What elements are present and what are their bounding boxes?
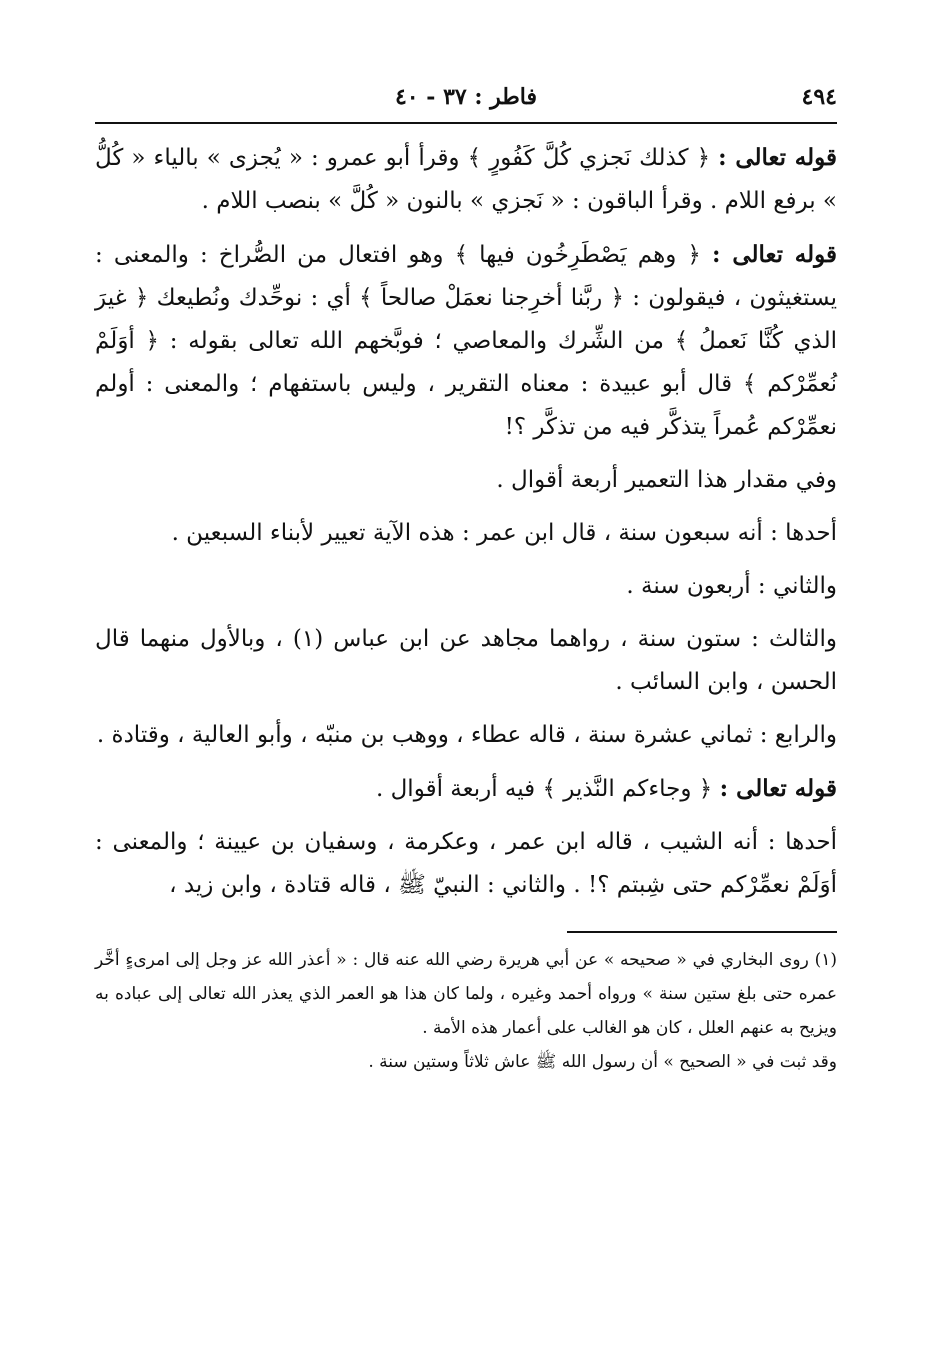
book-page	[95, 78, 837, 1298]
paragraph-lead: قوله تعالى :	[712, 241, 838, 268]
running-head	[95, 78, 837, 118]
main-text	[95, 136, 837, 907]
header-rule	[95, 122, 837, 124]
paragraph	[95, 618, 837, 704]
footnote-rule	[567, 931, 837, 933]
paragraph-lead: قوله تعالى :	[719, 775, 837, 802]
paragraph-text: أحدها : أنه الشيب ، قاله ابن عمر ، وعكرمة ، وسفيان بن عيينة ؛ والمعنى : أوَلَمْ نعمِّرْكم حتى شِبتم ؟! . والثاني : النبيّ ﷺ ، قاله قتادة ، وابن زيد ،	[95, 829, 837, 898]
paragraph-text: أحدها : أنه سبعون سنة ، قال ابن عمر : هذه الآية تعيير لأبناء السبعين .	[171, 520, 837, 546]
paragraph-text: وفي مقدار هذا التعمير أربعة أقوال .	[496, 467, 837, 493]
paragraph	[95, 512, 837, 555]
paragraph-text: والثالث : ستون سنة ، رواهما مجاهد عن ابن عباس (١) ، وبالأول منهما قال الحسن ، وابن السائب .	[95, 626, 837, 695]
paragraph	[95, 136, 837, 223]
paragraph-text: ﴿ وجاءكم النَّذير ﴾ فيه أربعة أقوال .	[375, 776, 713, 802]
paragraph	[95, 565, 837, 608]
paragraph-lead: قوله تعالى :	[718, 144, 837, 171]
footnote	[95, 943, 837, 1079]
paragraph	[95, 233, 837, 449]
paragraph	[95, 459, 837, 502]
footnote-paragraph: وقد ثبت في « الصحيح » أن رسول الله ﷺ عاش ثلاثاً وستين سنة .	[368, 1052, 837, 1072]
paragraph-text: والرابع : ثماني عشرة سنة ، قاله عطاء ، ووهب بن منبّه ، وأبو العالية ، وقتادة .	[96, 722, 837, 748]
paragraph	[95, 821, 837, 907]
paragraph-text: والثاني : أربعون سنة .	[626, 573, 837, 599]
page-number: ٤٩٤	[801, 84, 837, 110]
paragraph	[95, 767, 837, 811]
paragraph	[95, 714, 837, 757]
paragraph-text: ﴿ وهم يَصْطَرِخُون فيها ﴾ وهو افتعال من الصُّراخ : والمعنى : يستغيثون ، فيقولون : ﴿ ربَّنا أخرِجنا نعمَلْ صالحاً ﴾ أي : نوحِّدك ونُطيعك ﴿ غيرَ الذي كُنَّا نَعملُ ﴾ من الشِّرك والمعاصي ؛ فوبَّخهم الله تعالى بقوله : ﴿ أوَلَمْ نُعمِّرْكم ﴾ قال أبو عبيدة : معناه التقرير ، وليس باستفهام ؛ والمعنى : أولم نعمِّرْكم عُمراً يتذكَّر فيه من تذكَّر ؟!	[95, 242, 837, 440]
surah-reference: فاطر : ٣٧ - ٤٠	[394, 84, 538, 110]
footnote-paragraph: (١) روى البخاري في « صحيحه » عن أبي هريرة رضي الله عنه قال : « أعذر الله عز وجل إلى امرىءٍ أخَّر عمره حتى بلغ ستين سنة » ورواه أحمد وغيره ، ولما كان هذا هو العمر الذي يعذر الله تعالى إلى عباده به ويزيح به عنهم العلل ، كان هو الغالب على أعمار هذه الأمة .	[95, 950, 837, 1038]
paragraph-text: ﴿ كذلك نَجزي كُلَّ كَفُورٍ ﴾ وقرأ أبو عمرو : « يُجزى » بالياء « كُلُّ » برفع اللام . وقرأ الباقون : « نَجزي » بالنون « كُلَّ » بنصب اللام .	[95, 145, 837, 214]
